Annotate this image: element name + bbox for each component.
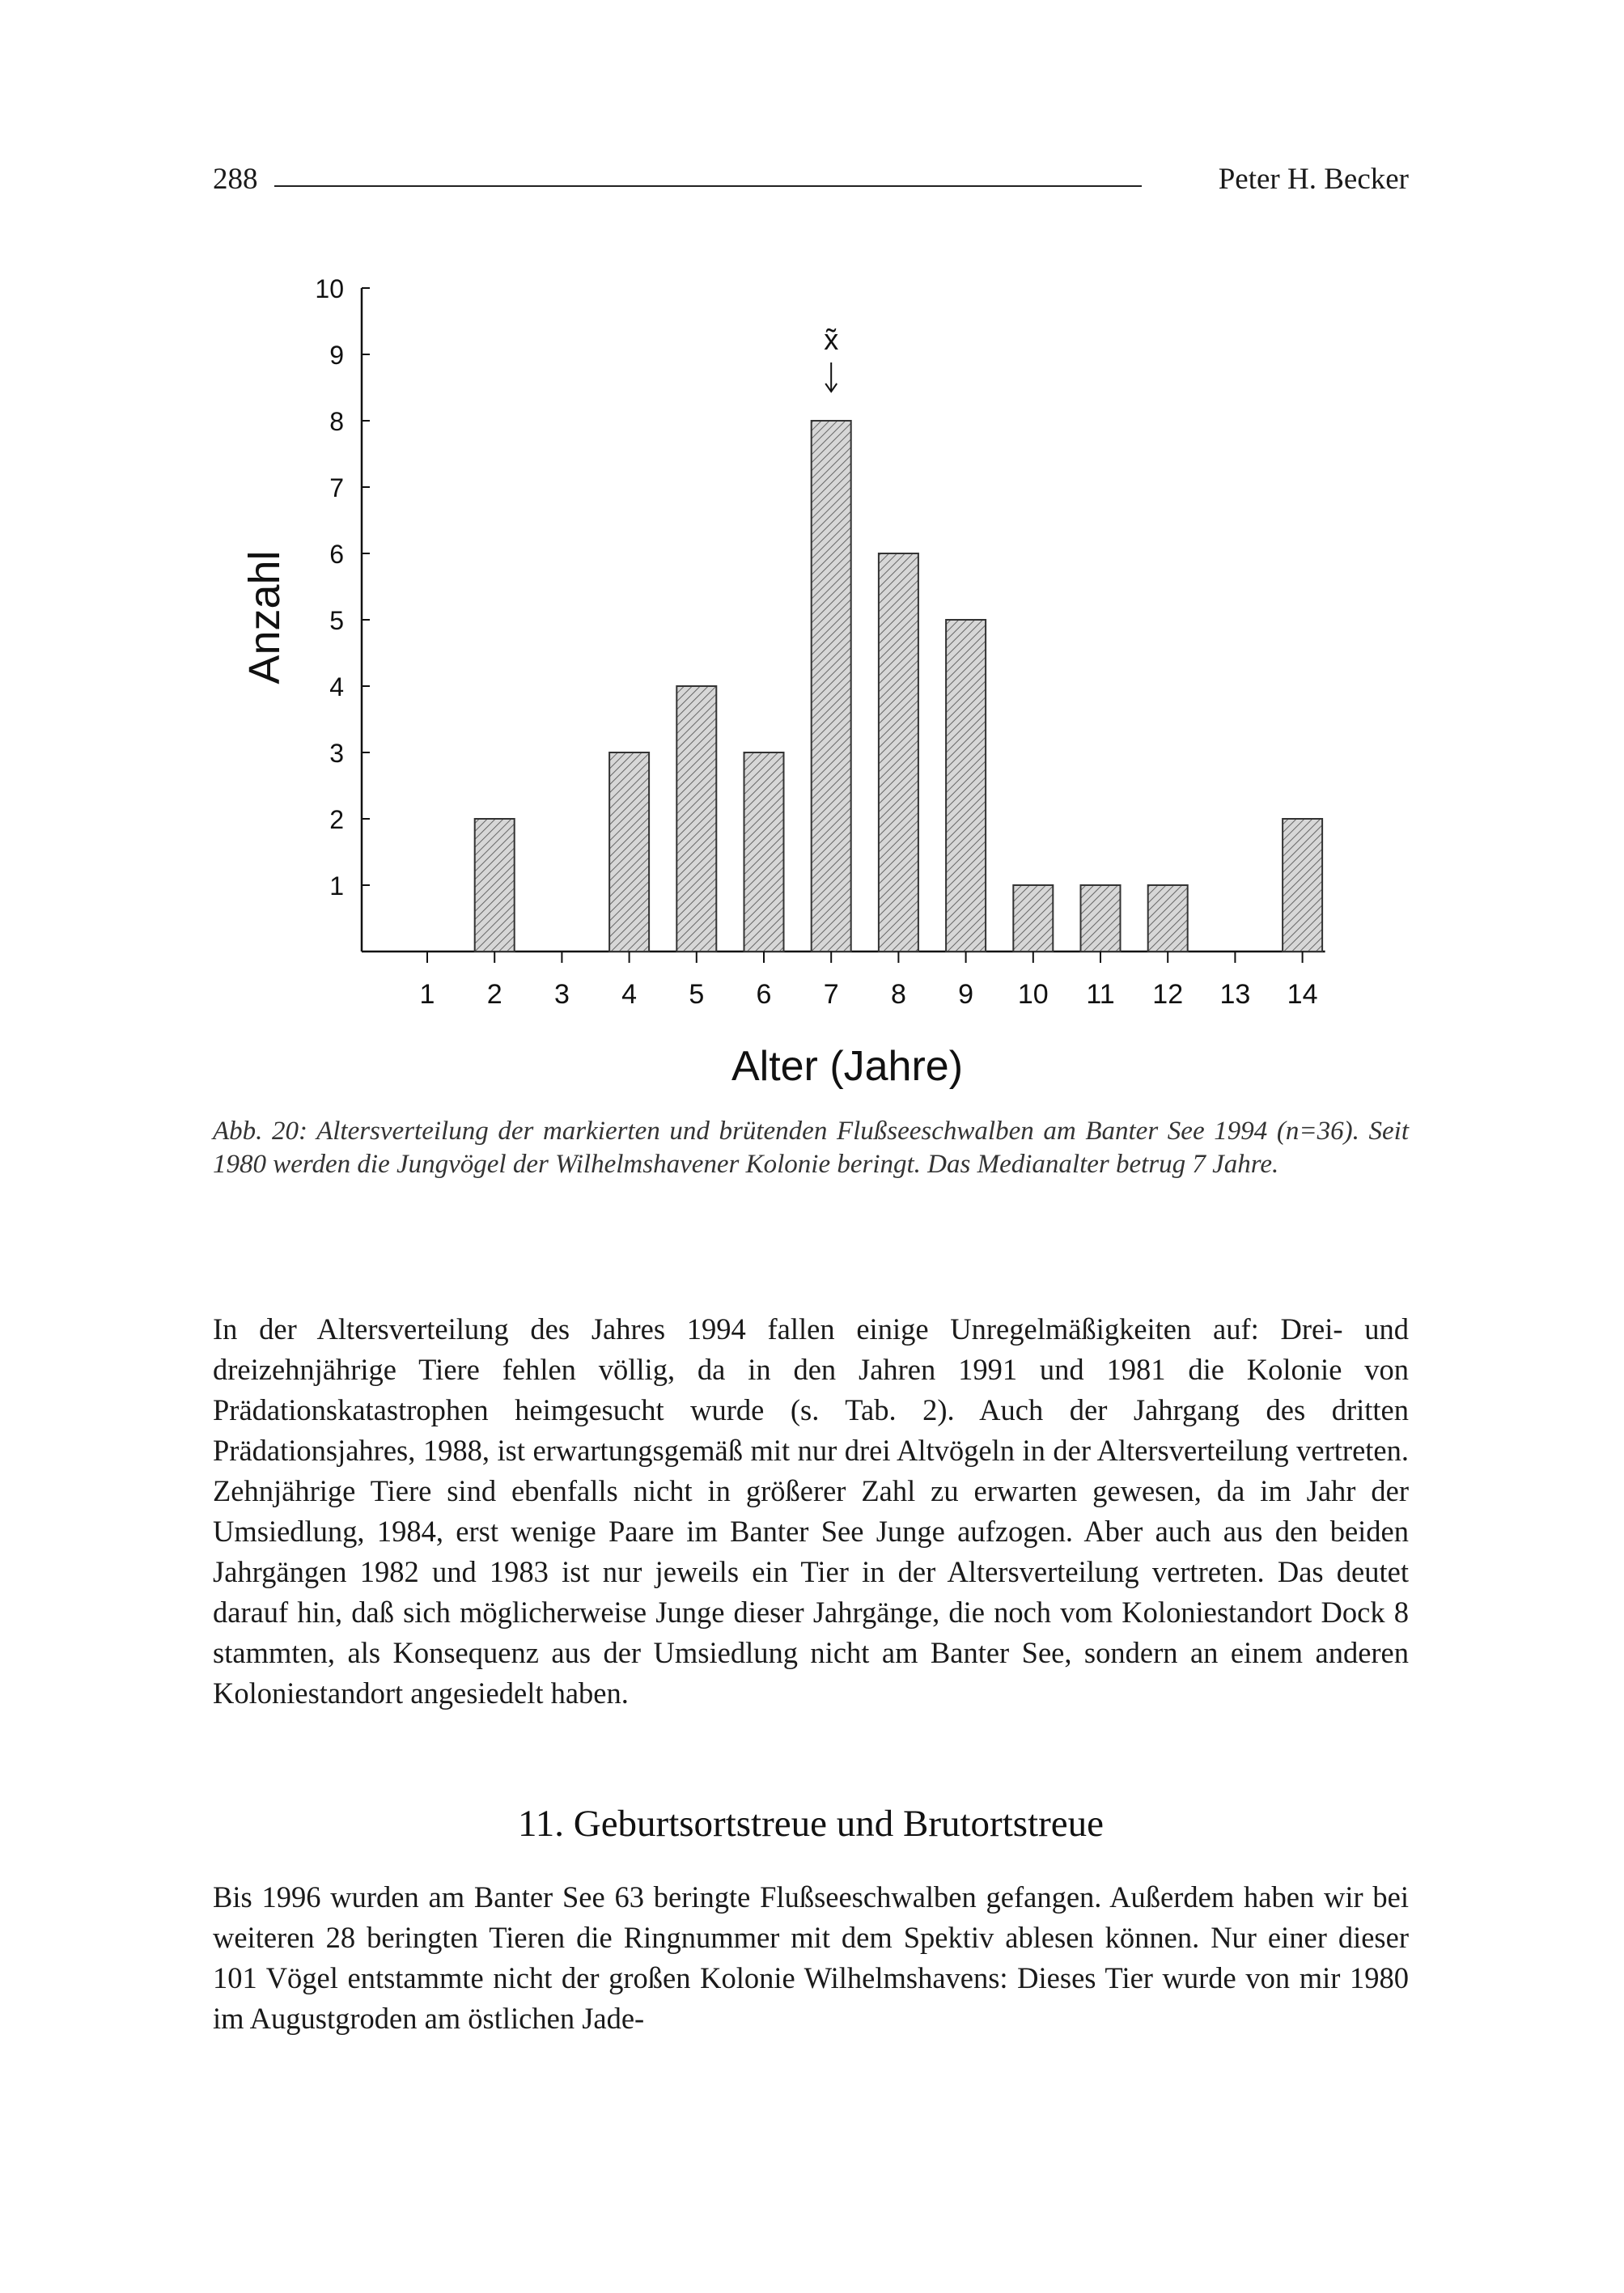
y-tick-label: 4 [329,672,344,701]
x-axis-title: Alter (Jahre) [731,1043,964,1090]
x-tick-label: 9 [958,979,974,1010]
bar [946,620,986,952]
y-tick-label: 5 [329,606,344,635]
x-tick-label: 8 [890,979,906,1010]
y-tick-label: 9 [329,341,344,370]
bar [475,819,515,952]
x-tick-label: 2 [486,979,502,1010]
y-tick-label: 3 [329,739,344,768]
x-tick-label: 13 [1219,979,1251,1010]
y-tick-label: 7 [329,473,344,502]
x-tick-label: 4 [621,979,638,1010]
section-heading: 11. Geburtsortstreue und Brutortstreue [518,1803,1104,1845]
bar [1081,885,1121,952]
y-tick-label: 6 [329,540,344,569]
bar [676,686,716,952]
x-tick-label: 10 [1017,979,1049,1010]
bar [1013,885,1053,952]
x-tick-label: 12 [1152,979,1184,1010]
x-tick-label: 14 [1287,979,1318,1010]
y-tick-label: 2 [329,805,344,834]
bar [812,421,851,952]
figure-caption: Abb. 20: Altersverteilung der markierten und brütenden Flußseeschwalben am Banter See 1994 (n=36). Seit 1980 werden die Jungvögel der Wilhelmshavener Kolonie beringt. Das Medianalter betrug 7 Jahre. [213,1117,1409,1179]
bar [879,553,918,952]
x-tick-label: 3 [553,979,570,1010]
x-tick-label: 11 [1086,979,1115,1010]
running-author: Peter H. Becker [1218,163,1409,196]
y-axis-title: Anzahl [240,550,289,685]
x-tick-label: 7 [823,979,839,1010]
y-tick-label: 1 [329,871,344,901]
page-number: 288 [213,163,258,196]
bar [609,752,649,952]
bar [1283,819,1322,952]
x-tick-label: 5 [689,979,705,1010]
body-paragraph-2: Bis 1996 wurden am Banter See 63 beringte Flußseeschwalben gefangen. Außerdem haben wir bei weiteren 28 beringten Tieren die Ringnummer mit dem Spektiv ablesen können. Nur einer dieser 101 Vögel entstammte nicht der großen Kolonie Wilhelmshavens: Dieses Tier wurde von mir 1980 im Augustgroden am östlichen Jade- [213,1880,1409,2035]
median-marker-label: x̃ [824,323,839,356]
x-tick-label: 1 [419,979,435,1010]
y-tick-label: 8 [329,407,344,436]
x-tick-label: 6 [756,979,772,1010]
bar [744,752,784,952]
y-tick-label: 10 [315,274,344,303]
age-distribution-chart [0,0,1624,1100]
body-paragraph-1: In der Altersverteilung des Jahres 1994 fallen einige Unregelmäßigkeiten auf: Drei- und dreizehnjährige Tiere fehlen völlig, da in den Jahren 1991 und 1981 die Kolonie von Prädationskatastrophen heimgesucht wurde (s. Tab. 2). Auch der Jahrgang des dritten Prädationsjahres, 1988, ist erwartungsgemäß mit nur drei Altvögeln in der Altersverteilung vertreten. Zehnjährige Tiere sind ebenfalls nicht in größerer Zahl zu erwarten gewesen, da im Jahr der Umsiedlung, 1984, erst wenige Paare im Banter See Junge aufzogen. Aber auch aus den beiden Jahrgängen 1982 und 1983 ist nur jeweils ein Tier in der Altersverteilung vertreten. Das deutet darauf hin, daß sich möglicherweise Junge dieser Jahrgänge, die noch vom Koloniestandort Dock 8 stammten, als Konsequenz aus der Umsiedlung nicht am Banter See, sondern an einem anderen Koloniestandort angesiedelt haben. [213,1312,1409,1710]
bar [1148,885,1188,952]
